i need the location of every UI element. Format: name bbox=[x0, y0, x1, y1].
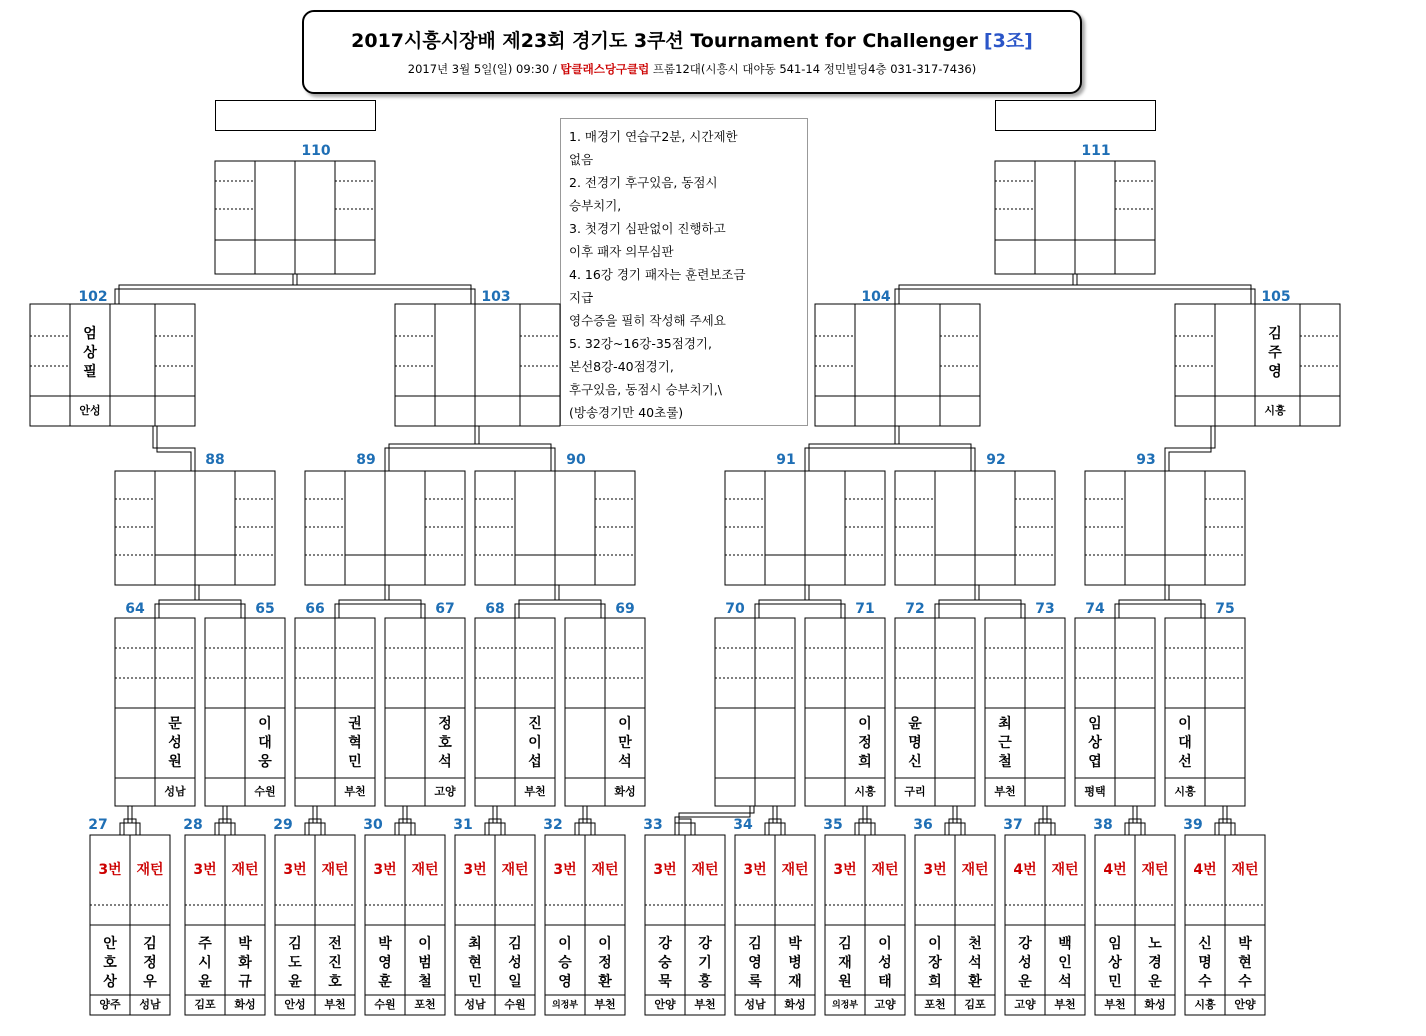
rule-line: (방송경기만 40초룰) bbox=[569, 405, 684, 420]
player-name: 윤 명 신 bbox=[908, 716, 922, 770]
match-number: 34 bbox=[733, 817, 753, 833]
match-number: 69 bbox=[615, 601, 635, 617]
player-city: 부천 bbox=[524, 785, 546, 798]
player-name: 진 이 섭 bbox=[528, 716, 542, 770]
rule-line: 후구있음, 동점시 승부치기,\ bbox=[569, 382, 722, 397]
rule-line: 1. 매경기 연습구2분, 시간제한 bbox=[569, 129, 738, 144]
player-city: 안양 bbox=[1234, 998, 1256, 1011]
bracket-connector bbox=[219, 819, 231, 835]
bracket-connector bbox=[309, 819, 321, 835]
player-name: 이 정 환 bbox=[598, 936, 612, 990]
bracket-connector bbox=[339, 600, 421, 618]
bracket-connector bbox=[153, 426, 195, 471]
player-city: 수원 bbox=[254, 785, 276, 798]
rule-line: 2. 전경기 후구있음, 동점시 bbox=[569, 175, 718, 190]
player-name: 임 상 민 bbox=[1108, 936, 1122, 990]
match-number: 88 bbox=[205, 452, 225, 468]
player-name: 전 진 호 bbox=[328, 936, 342, 990]
bracket-connector bbox=[1129, 819, 1141, 835]
player-name: 이 장 희 bbox=[928, 936, 942, 990]
player-city: 평택 bbox=[1084, 785, 1106, 798]
match-number: 66 bbox=[305, 601, 325, 617]
bracket-connector bbox=[1115, 604, 1205, 618]
player-name: 김 주 영 bbox=[1268, 326, 1282, 380]
player-city: 부천 bbox=[1054, 998, 1076, 1011]
bracket-connector bbox=[945, 823, 965, 835]
bracket-connector bbox=[1215, 823, 1235, 835]
rule-line: 승부치기, bbox=[569, 198, 622, 213]
player-name: 신 명 수 bbox=[1198, 936, 1212, 990]
handicap-label: 3번 bbox=[743, 862, 767, 878]
player-name: 강 숭 묵 bbox=[658, 936, 672, 990]
player-name: 김 재 원 bbox=[838, 936, 852, 990]
player-name: 권 혁 민 bbox=[348, 716, 362, 770]
match-number: 64 bbox=[125, 601, 145, 617]
match-number: 36 bbox=[913, 817, 933, 833]
rule-line: 없음 bbox=[569, 152, 594, 167]
bracket-connector bbox=[895, 289, 1255, 304]
player-city: 시흥 bbox=[854, 785, 876, 798]
handicap-label: 3번 bbox=[923, 862, 947, 878]
bracket-connector bbox=[759, 600, 841, 618]
bracket-connector bbox=[805, 448, 975, 471]
match-number: 29 bbox=[273, 817, 293, 833]
player-city: 성남 bbox=[139, 998, 161, 1011]
player-name: 백 인 석 bbox=[1058, 936, 1072, 990]
bracket-connector bbox=[855, 823, 875, 835]
player-city: 포천 bbox=[414, 998, 436, 1011]
bracket-connector bbox=[1219, 819, 1231, 835]
player-city: 의정부 bbox=[551, 1000, 579, 1011]
match-number: 102 bbox=[78, 289, 108, 305]
player-city: 수원 bbox=[504, 998, 526, 1011]
bracket-connector bbox=[899, 285, 1251, 304]
player-name: 이 성 태 bbox=[878, 936, 892, 990]
bracket-connector bbox=[120, 823, 140, 835]
rule-line: 4. 16강 경기 패자는 훈련보조금 bbox=[569, 267, 746, 282]
cell-border bbox=[1175, 304, 1340, 426]
player-city: 부천 bbox=[694, 998, 716, 1011]
handicap-label: 재턴 bbox=[1231, 862, 1259, 878]
player-name: 이 범 철 bbox=[418, 936, 432, 990]
handicap-label: 재턴 bbox=[411, 862, 439, 878]
player-name: 강 성 운 bbox=[1018, 936, 1032, 990]
bracket-connector bbox=[1119, 600, 1201, 618]
handicap-label: 3번 bbox=[833, 862, 857, 878]
match-number: 31 bbox=[453, 817, 473, 833]
bracket-connector bbox=[935, 604, 1025, 618]
handicap-label: 재턴 bbox=[691, 862, 719, 878]
player-name: 박 현 수 bbox=[1238, 936, 1252, 990]
match-number: 38 bbox=[1093, 817, 1113, 833]
player-name: 문 성 원 bbox=[168, 716, 182, 770]
player-city: 부천 bbox=[1104, 998, 1126, 1011]
handicap-label: 재턴 bbox=[1051, 862, 1079, 878]
player-city: 시흥 bbox=[1264, 404, 1286, 417]
player-name: 박 병 재 bbox=[788, 936, 802, 990]
player-name: 박 영 훈 bbox=[378, 936, 392, 990]
player-name: 김 정 우 bbox=[143, 936, 157, 990]
player-city: 고양 bbox=[434, 785, 456, 798]
rule-line: 이후 패자 의무심판 bbox=[569, 244, 674, 259]
match-number: 72 bbox=[905, 601, 925, 617]
player-city: 안성 bbox=[79, 404, 101, 417]
handicap-label: 재턴 bbox=[136, 862, 164, 878]
bracket-connector bbox=[395, 823, 415, 835]
player-city: 화성 bbox=[1144, 998, 1166, 1011]
player-city: 부천 bbox=[324, 998, 346, 1011]
bracket-connector bbox=[335, 604, 425, 618]
handicap-label: 재턴 bbox=[1141, 862, 1169, 878]
player-city: 고양 bbox=[1014, 998, 1036, 1011]
player-name: 김 영 록 bbox=[748, 936, 762, 990]
rule-line: 3. 첫경기 심판없이 진행하고 bbox=[569, 221, 726, 236]
bracket-connector bbox=[579, 819, 591, 835]
match-number: 91 bbox=[776, 452, 796, 468]
match-number: 90 bbox=[566, 452, 586, 468]
handicap-label: 재턴 bbox=[781, 862, 809, 878]
match-number: 28 bbox=[183, 817, 203, 833]
match-number: 93 bbox=[1136, 452, 1156, 468]
player-city: 시흥 bbox=[1174, 785, 1196, 798]
group-label: [3조] bbox=[983, 30, 1033, 52]
bracket-connector bbox=[485, 823, 505, 835]
player-name: 최 근 철 bbox=[998, 716, 1012, 770]
bracket-connector bbox=[305, 823, 325, 835]
player-name: 박 화 규 bbox=[238, 936, 252, 990]
cell-border bbox=[815, 304, 980, 426]
player-city: 화성 bbox=[784, 998, 806, 1011]
player-city: 구리 bbox=[904, 785, 926, 798]
player-name: 노 경 운 bbox=[1148, 936, 1162, 990]
handicap-label: 3번 bbox=[98, 862, 122, 878]
player-name: 강 기 홍 bbox=[698, 936, 712, 990]
player-city: 양주 bbox=[99, 998, 121, 1011]
bracket-connector bbox=[519, 600, 601, 618]
player-city: 고양 bbox=[874, 998, 896, 1011]
match-number: 67 bbox=[435, 601, 455, 617]
match-number: 110 bbox=[301, 143, 331, 159]
match-number: 89 bbox=[356, 452, 376, 468]
match-number: 73 bbox=[1035, 601, 1055, 617]
handicap-label: 3번 bbox=[373, 862, 397, 878]
match-number: 37 bbox=[1003, 817, 1023, 833]
rule-line: 지급 bbox=[569, 290, 594, 305]
player-name: 최 현 민 bbox=[468, 936, 482, 990]
match-number: 105 bbox=[1261, 289, 1291, 305]
handicap-label: 3번 bbox=[463, 862, 487, 878]
handicap-label: 재턴 bbox=[961, 862, 989, 878]
match-number: 111 bbox=[1081, 143, 1111, 159]
rule-line: 본선8강-40점경기, bbox=[569, 359, 674, 374]
player-name: 주 시 윤 bbox=[198, 936, 212, 990]
match-number: 39 bbox=[1183, 817, 1203, 833]
bracket-connector bbox=[949, 819, 961, 835]
rule-line: 5. 32강~16강-35점경기, bbox=[569, 336, 712, 351]
player-name: 정 호 석 bbox=[438, 716, 452, 770]
bracket-connector bbox=[1035, 823, 1055, 835]
handicap-label: 4번 bbox=[1013, 862, 1037, 878]
player-name: 이 대 웅 bbox=[258, 716, 272, 770]
match-number: 65 bbox=[255, 601, 275, 617]
match-number: 27 bbox=[88, 817, 108, 833]
match-number: 104 bbox=[861, 289, 891, 305]
handicap-label: 재턴 bbox=[321, 862, 349, 878]
bracket-connector bbox=[489, 819, 501, 835]
match-number: 75 bbox=[1215, 601, 1235, 617]
bracket-connector bbox=[939, 600, 1021, 618]
player-city: 부천 bbox=[994, 785, 1016, 798]
handicap-label: 3번 bbox=[553, 862, 577, 878]
player-city: 김포 bbox=[964, 998, 986, 1011]
player-city: 수원 bbox=[374, 998, 396, 1011]
match-number: 92 bbox=[986, 452, 1006, 468]
bracket-connector bbox=[675, 823, 695, 835]
handicap-label: 4번 bbox=[1103, 862, 1127, 878]
bracket-connector bbox=[1165, 426, 1215, 471]
player-city: 시흥 bbox=[1194, 998, 1216, 1011]
handicap-label: 재턴 bbox=[871, 862, 899, 878]
player-city: 부천 bbox=[594, 998, 616, 1011]
player-city: 성남 bbox=[744, 998, 766, 1011]
player-name: 이 만 석 bbox=[618, 716, 632, 770]
player-name: 안 호 상 bbox=[103, 936, 117, 990]
player-name: 김 성 일 bbox=[508, 936, 522, 990]
player-city: 화성 bbox=[614, 785, 636, 798]
match-number: 32 bbox=[543, 817, 563, 833]
match-number: 33 bbox=[643, 817, 663, 833]
event-date: 2017년 3월 5일(일) 09:30 / bbox=[407, 62, 557, 76]
player-city: 화성 bbox=[234, 998, 256, 1011]
player-name: 김 도 윤 bbox=[288, 936, 302, 990]
player-city: 안양 bbox=[654, 998, 676, 1011]
match-number: 103 bbox=[481, 289, 511, 305]
venue-name: 탑클래스당구클럽 bbox=[560, 62, 650, 76]
match-number: 71 bbox=[855, 601, 875, 617]
venue-info: 프롬12대(시흥시 대야동 541-14 정민빌딩4층 031-317-7436) bbox=[652, 62, 977, 76]
handicap-label: 재턴 bbox=[591, 862, 619, 878]
handicap-label: 3번 bbox=[283, 862, 307, 878]
player-name: 천 석 환 bbox=[968, 936, 982, 990]
handicap-label: 3번 bbox=[193, 862, 217, 878]
player-city: 성남 bbox=[464, 998, 486, 1011]
match-number: 74 bbox=[1085, 601, 1105, 617]
handicap-label: 4번 bbox=[1193, 862, 1217, 878]
player-city: 의정부 bbox=[831, 1000, 859, 1011]
bracket-connector bbox=[679, 819, 691, 835]
bracket-connector bbox=[215, 823, 235, 835]
player-city: 안성 bbox=[284, 998, 306, 1011]
match-number: 35 bbox=[823, 817, 843, 833]
bracket-connector bbox=[119, 285, 471, 304]
tournament-title: 2017시흥시장배 제23회 경기도 3쿠션 Tournament for Challenger bbox=[351, 30, 978, 52]
bracket-connector bbox=[124, 819, 136, 835]
bracket-connector bbox=[115, 289, 475, 304]
player-city: 부천 bbox=[344, 785, 366, 798]
player-city: 포천 bbox=[924, 998, 946, 1011]
bracket-connector bbox=[765, 823, 785, 835]
bracket-connector bbox=[1125, 823, 1145, 835]
bracket-connector bbox=[755, 604, 845, 618]
cell-border bbox=[30, 304, 195, 426]
player-name: 이 대 선 bbox=[1178, 716, 1192, 770]
bracket-connector bbox=[385, 448, 555, 471]
bracket-connector bbox=[575, 823, 595, 835]
handicap-label: 재턴 bbox=[501, 862, 529, 878]
match-number: 68 bbox=[485, 601, 505, 617]
player-name: 이 정 희 bbox=[858, 716, 872, 770]
bracket-connector bbox=[155, 604, 245, 618]
player-name: 임 상 엽 bbox=[1088, 716, 1102, 770]
bracket-connector bbox=[769, 819, 781, 835]
match-number: 70 bbox=[725, 601, 745, 617]
bracket-connector bbox=[515, 604, 605, 618]
player-name: 이 승 영 bbox=[558, 936, 572, 990]
bracket-connector bbox=[159, 600, 241, 618]
handicap-label: 3번 bbox=[653, 862, 677, 878]
bracket-connector bbox=[399, 819, 411, 835]
rule-line: 영수증을 필히 작성해 주세요 bbox=[569, 313, 726, 328]
handicap-label: 재턴 bbox=[231, 862, 259, 878]
player-city: 성남 bbox=[164, 785, 186, 798]
match-number: 30 bbox=[363, 817, 383, 833]
player-city: 김포 bbox=[194, 998, 216, 1011]
cell-border bbox=[395, 304, 560, 426]
bracket-connector bbox=[1039, 819, 1051, 835]
bracket-connector bbox=[859, 819, 871, 835]
player-name: 엄 상 필 bbox=[83, 326, 97, 380]
